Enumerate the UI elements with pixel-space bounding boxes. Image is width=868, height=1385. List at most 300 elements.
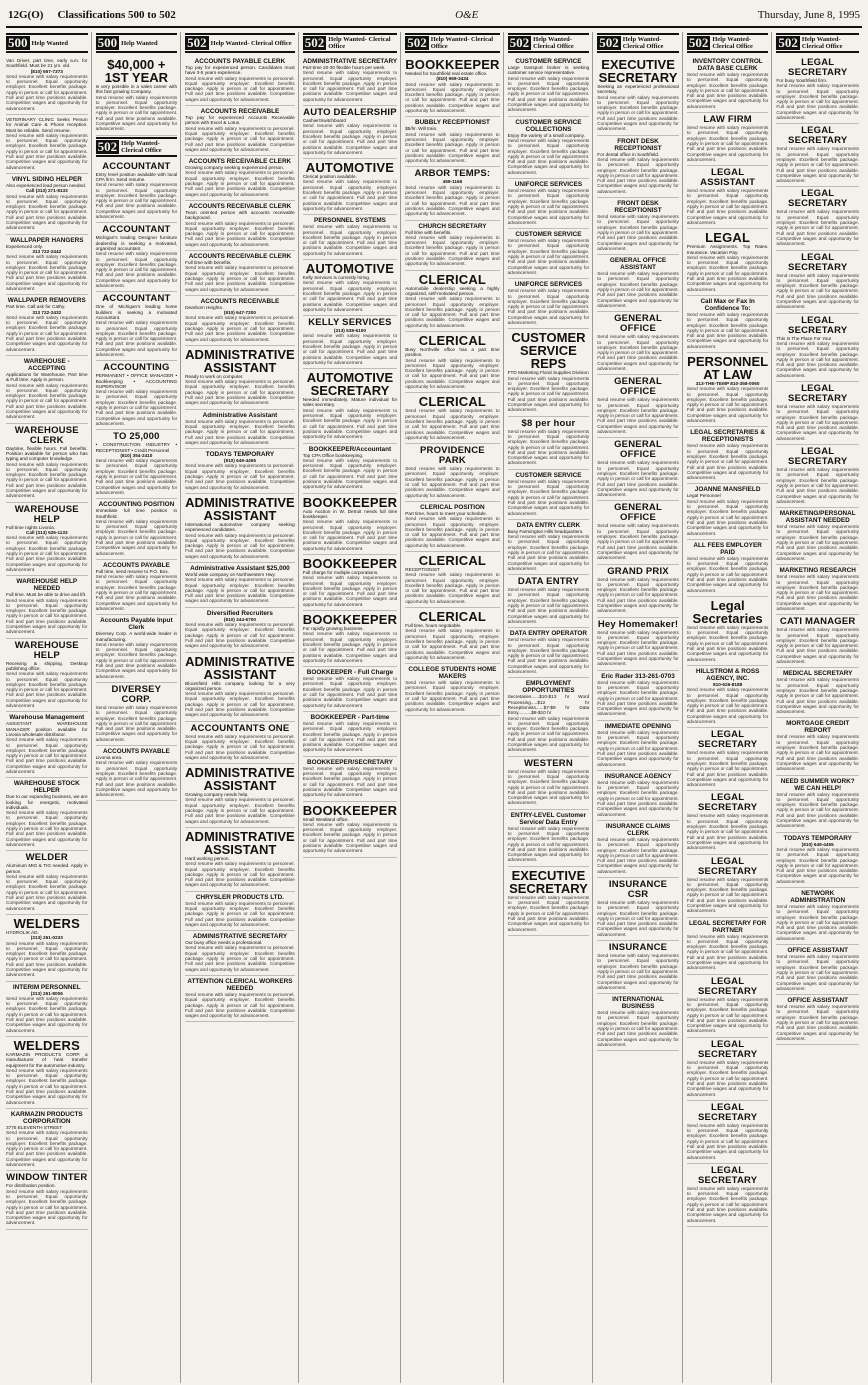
ad-fine-print: Send resume with salary requirements to personnel. Equal opportunity employer. Excellent benefits package. Apply in person or call for appointment. Full and part time positions available. Competitive wages and opportunity for advancement. xyxy=(776,954,859,991)
ad-body: Full time. Must be able to drive and lift. xyxy=(6,592,87,598)
ad-heading: Administrative Assistant xyxy=(202,411,278,419)
ad-fine-print: Send resume with salary requirements to personnel. Equal opportunity employer. Excellent benefits package. Apply in person or call for appointment. Full and part time positions available. Competitive wages and opportunity for advancement. xyxy=(686,498,769,536)
ad-fine-print: Send resume with salary requirements to personnel. Equal opportunity employer. Excellent benefits package. Apply in person or call for appointment. Full and part time positions available. Competitive wages and opportunity for advancement. xyxy=(95,518,178,556)
ad-heading: ADMINISTRATIVE ASSISTANT xyxy=(185,828,295,857)
classified-ad xyxy=(6,56,88,115)
ad-body: For dental office in Southfield. xyxy=(597,151,660,157)
classified-ad xyxy=(405,271,499,332)
ad-fine-print: Send resume with salary requirements to personnel. Equal opportunity employer. Excellent benefits package. Apply in person or call for appointment. Full and part time positions available. Competitive wages and opportunity for advancement. xyxy=(597,397,679,435)
ad-fine-print: Send resume with salary requirements to personnel. Equal opportunity employer. Excellent benefits package. Apply in person or call for appointment. Full and part time positions available. Competitive wages and opportunity for advancement. xyxy=(686,125,769,162)
classified-ad xyxy=(185,296,295,346)
ad-fine-print: Send resume with salary requirements to personnel. Equal opportunity employer. Excellent benefits package. Apply in person or call for appointment. Full and part time positions available. Competitive wages and opportunity for advancement. xyxy=(597,679,679,717)
classified-ad xyxy=(508,279,590,329)
ad-fine-print: Send resume with salary requirements to personnel. Equal opportunity employer. Excellent benefits package. Apply in person or call for appointment. Full and part time positions available. Competitive wages and opportunity for advancement. xyxy=(776,467,859,504)
category-number: 500 xyxy=(97,35,118,50)
classified-ad xyxy=(776,888,859,945)
ad-body: Team oriented person with accounts receivable background. xyxy=(185,209,295,221)
classified-ad xyxy=(6,851,88,915)
ad-heading: LEGAL SECRETARY xyxy=(788,188,848,210)
ad-body: Small Westland office. xyxy=(302,816,349,822)
ad-fine-print: Send resume with salary requirements to personnel. Equal opportunity employer. Excellent benefits package. Apply in person or call for appointment. Full and part time positions available. Competitive wages and opportunity for advancement. xyxy=(776,627,859,665)
ad-phone: (810) 647-7200 xyxy=(223,310,256,316)
ad-fine-print: Send resume with salary requirements to personnel. Equal opportunity employer. Excellent benefits package. Apply in person or call for appointment. Full and part time positions available. Competitive wages and opportunity for advancement. xyxy=(185,418,295,445)
ad-heading: AUTOMOTIVE xyxy=(305,160,395,176)
ad-body: This Is The Place For You! xyxy=(776,335,832,341)
ad-fine-print: Send resume with salary requirements to personnel. Equal opportunity employer. Excellent benefits package. Apply in person or call for appointment. Full and part time positions available. Competitive wages and opportunity for advancement. xyxy=(776,734,859,772)
ad-fine-print: Send resume with salary requirements to personnel. Equal opportunity employer. Excellent benefits package. Apply in person or call for appointment. Full and part time positions available. Competitive wages and opportunity for advancement. xyxy=(597,576,679,614)
classified-ad xyxy=(508,470,590,520)
ad-heading: WAREHOUSE CLERK xyxy=(14,424,79,446)
ad-fine-print: Send resume with salary requirements to personnel. Equal opportunity employer. Excellent benefits package. Apply in person or call for appointment. Full and part time positions available. Competitive wages and opportunity for advancement. xyxy=(597,523,679,561)
classified-ad xyxy=(6,778,88,851)
ad-fine-print: Send resume with salary requirements to personnel. Equal opportunity employer. Excellent benefits package. Apply in person or call for appointment. Full and part time positions available. Competitive wages and opportunity for advancement. xyxy=(6,1130,88,1168)
classified-ad xyxy=(776,56,859,124)
ad-heading: TODAYS TEMPORARY xyxy=(783,834,852,842)
classified-column xyxy=(405,32,503,1383)
ad-heading: BOOKKEEPER - Full Charge xyxy=(306,669,394,677)
ad-fine-print: Send resume with salary requirements to personnel. Equal opportunity employer. Excellent benefits package. Apply in person or call for appointment. Full and part time positions available. Competitive wages and opportunity for advancement. xyxy=(185,265,295,292)
ad-fine-print: Send resume with salary requirements to personnel. Equal opportunity employer. Excellent benefits package. Apply in person or call for appointment. Full and part time positions available. Competitive wages and opportunity for advancement. xyxy=(405,466,500,498)
ad-heading: ACCOUNTS RECEIVABLE xyxy=(200,108,280,116)
ad-fine-print: Send resume with salary requirements to personnel. Equal opportunity employer. Excellent benefits package. Apply in person or call for appointment. Full and part time positions available. Competitive wages and opportunity for advancement. xyxy=(6,810,88,847)
classified-ad xyxy=(776,251,859,314)
ad-heading: GENERAL OFFICE xyxy=(614,376,662,398)
category-banner xyxy=(597,33,679,53)
classified-ad xyxy=(776,124,859,187)
ad-phone: 313 722-2432 xyxy=(32,309,62,315)
ad-body: Hard working person. xyxy=(185,855,230,861)
classified-ad xyxy=(405,552,499,608)
ad-body: Auto Auction in W. Detroit needs full time bookkeeper. xyxy=(302,508,398,519)
classified-ad xyxy=(405,502,499,552)
ad-heading: ACCOUNTS RECEIVABLE CLERK xyxy=(188,253,292,261)
ad-fine-print: Send resume with salary requirements to personnel. Equal opportunity employer. Excellent benefits package. Apply in person or call for appointment. Full and part time positions available. Competitive wages and opportunity for advancement. xyxy=(597,214,679,251)
classified-ad xyxy=(508,520,590,575)
ad-body: Large transport broker is seeking customer service representative. xyxy=(507,65,590,76)
category-label: Help Wanted- Clerical Office xyxy=(328,36,391,50)
classified-ad xyxy=(96,56,178,136)
ad-body: Cashier/Switchboard xyxy=(302,118,346,124)
classified-ad xyxy=(776,187,859,250)
ad-heading: COLLEGE STUDENTS HOME MAKERS xyxy=(408,666,497,681)
classified-ad xyxy=(185,722,295,764)
ad-heading: FRONT DESK RECEPTIONIST xyxy=(614,137,662,152)
ad-body: ASSISTANT WAREHOUSE MANAGER position available for Livonia wholesale distributor. xyxy=(6,721,88,737)
ad-fine-print: Send resume with salary requirements to personnel. Equal opportunity employer. Excellent benefits package. Apply in person or call for appointment. Full and part time positions available. Competitive wages and opportunity for advancement. xyxy=(686,311,769,349)
classified-ad xyxy=(597,438,679,501)
ad-fine-print: Send resume with salary requirements to personnel. Equal opportunity employer. Excellent benefits package. Apply in person or call for appointment. Full and part time positions available. Competitive wages and opportunity for advancement. xyxy=(405,184,500,217)
ad-fine-print: Send resume with salary requirements to personnel. Equal opportunity employer. Excellent benefits package. Apply in person or call for appointment. Full and part time positions available. Competitive wages and opportunity for advancement. xyxy=(597,1010,679,1047)
ad-fine-print: Send resume with salary requirements to personnel. Equal opportunity employer. Excellent benefits package. Apply in person or call for appointment. Full and part time positions available. Competitive wages and opportunity for advancement. xyxy=(686,933,769,971)
classified-ad xyxy=(776,945,859,995)
classified-ad xyxy=(185,346,295,410)
classified-ad xyxy=(6,639,88,713)
ad-fine-print: Send resume with salary requirements to personnel. Equal opportunity employer. Excellent benefits package. Apply in person or call for appointment. Full and part time positions available. Competitive wages and opportunity for advancement. xyxy=(507,428,590,466)
ad-fine-print: Send resume with salary requirements to personnel. Equal opportunity employer. Excellent benefits package. Apply in person or call for appointment. Full and part time positions available. Competitive wages and opportunity for advancement. xyxy=(507,137,590,175)
ad-body: Receiving & shipping. Desktop publishing office. xyxy=(6,660,88,671)
category-label: Help Wanted xyxy=(121,39,158,47)
ad-heading: ACCOUNTING POSITION xyxy=(98,501,175,509)
category-banner xyxy=(96,33,178,53)
ad-heading: Administrative Assistant $25,000 xyxy=(190,565,290,572)
ad-body: KARMAZIN PRODUCTS CORP. a manufacturer of heat transfer equipment for the automotive industry. xyxy=(6,1051,88,1068)
ad-fine-print: Send resume with salary requirements to personnel. Equal opportunity employer. Excellent benefits package. Apply in person or call for appointment. Full and part time positions available. Competitive wages and opportunity for advancement. xyxy=(405,296,500,328)
category-banner xyxy=(776,33,859,53)
ad-heading: IMMEDIATE OPENING xyxy=(604,722,672,730)
ad-fine-print: Send resume with salary requirements to personnel. Equal opportunity employer. Excellent benefits package. Apply in person or call for appointment. Full and part time positions available. Competitive wages and opportunity for advancement. xyxy=(686,1059,769,1097)
ad-body: For rapidly growing business. xyxy=(302,626,364,632)
ad-heading: ARBOR TEMPS: xyxy=(414,168,491,180)
classified-ad xyxy=(776,445,859,508)
ad-fine-print: Send resume with salary requirements to personnel. Equal opportunity employer. Excellent benefits package. Apply in person or call for appointment. Full and part time positions available. Competitive wages and opportunity for advancement. xyxy=(6,597,88,635)
classified-ad xyxy=(303,667,397,712)
ad-heading: MEDICAL SECRETARY xyxy=(782,670,853,678)
classified-ad xyxy=(303,444,397,494)
ad-heading: PERSONNEL SYSTEMS xyxy=(313,217,386,225)
ad-fine-print: Send resume with salary requirements to personnel. Equal opportunity employer. Excellent benefits package. Apply in person or call for appointment. Full and part time positions available. Competitive wages and opportunity for advancement. xyxy=(686,72,769,109)
ad-fine-print: Send resume with salary requirements to personnel. Equal opportunity employer. Excellent benefits package. Apply in person or call for appointment. Full and part time positions available. Competitive wages and opportunity for advancement. xyxy=(507,478,590,516)
ad-body: Legal Personnel xyxy=(686,493,721,499)
classified-ad xyxy=(303,159,397,215)
classified-ad xyxy=(96,292,178,361)
ad-fine-print: Send resume with salary requirements to personnel. Equal opportunity employer. Excellent benefits package. Apply in person or call for appointment. Full and part time positions available. Competitive wages and opportunity for advancement. xyxy=(686,750,769,788)
classified-ad xyxy=(185,449,295,494)
ad-fine-print: Send resume with salary requirements to personnel. Equal opportunity employer. Excellent benefits package. Apply in person or call for appointment. Full and part time positions available. Competitive wages and opportunity for advancement. xyxy=(686,386,769,424)
classified-ad xyxy=(597,565,679,618)
classified-column xyxy=(508,32,594,1383)
ad-body: Busy Farmington Hills headquarters. xyxy=(507,528,584,534)
ad-body: One of Michigan's leading home builders is seeking a motivated Accountant. xyxy=(95,304,178,320)
classified-ad xyxy=(687,166,769,229)
classified-ad xyxy=(405,167,499,220)
ad-heading: BOOKKEEPER xyxy=(302,556,398,571)
ad-heading: PERSONNEL AT LAW xyxy=(687,353,769,382)
ad-fine-print: Send resume with salary requirements to personnel. Equal opportunity employer. Excellent benefits package. Apply in person or call for appointment. Full and part time positions available. Competitive wages and opportunity for advancement. xyxy=(776,574,859,611)
classified-ad xyxy=(597,312,679,375)
classified-ad xyxy=(303,316,397,369)
page-header xyxy=(6,4,862,28)
ad-fine-print: Send resume with salary requirements to personnel. Equal opportunity employer. Excellent benefits package. Apply in person or call for appointment. Full and part time positions available. Competitive wages and opportunity for advancement. xyxy=(597,836,679,874)
ad-fine-print: Send resume with salary requirements to personnel. Equal opportunity employer. Excellent benefits package. Apply in person or call for appointment. Full and part time positions available. Competitive wages and opportunity for advancement. xyxy=(776,677,859,715)
ad-fine-print: Send resume with salary requirements to personnel. Equal opportunity employer. Excellent benefits package. Apply in person or call for appointment. Full and part time positions available. Competitive wages and opportunity for advancement. xyxy=(405,81,500,114)
classified-ad xyxy=(405,444,499,502)
ad-heading: ACCOUNTANTS ONE xyxy=(190,722,290,734)
classified-ad xyxy=(96,430,178,499)
classified-ad xyxy=(597,771,679,821)
category-banner xyxy=(6,33,88,53)
header-left xyxy=(8,9,176,21)
paper-name: O&E xyxy=(455,9,479,21)
ad-heading: DATA ENTRY OPERATOR xyxy=(509,630,587,638)
classified-ad xyxy=(508,810,590,867)
ad-heading: Accounts Payable Input Clerk xyxy=(100,617,173,632)
ad-heading: WELDER xyxy=(25,852,68,864)
ad-fine-print: Send resume with salary requirements to personnel. Equal opportunity employer. Excellent benefits package. Apply in person or call for appointment. Full and part time positions available. Competitive wages and opportunity for advancement. xyxy=(185,797,295,824)
ad-body: Dearborn Heights. xyxy=(185,304,224,310)
classified-ad xyxy=(597,878,679,941)
classified-ad xyxy=(303,106,397,159)
ad-body: Top CPA Office bookkeeping. xyxy=(302,452,364,458)
ad-heading: MORTGAGE CREDIT REPORT xyxy=(786,720,850,735)
ad-fine-print: Send resume with salary requirements to personnel. Equal opportunity employer. Excellent benefits package. Apply in person or call for appointment. Full and part time positions available. Competitive wages and opportunity for advancement. xyxy=(405,516,500,548)
classified-ad xyxy=(687,353,769,427)
category-label: Help Wanted- Clerical Office xyxy=(533,36,574,50)
ad-fine-print: Send resume with salary requirements to personnel. Equal opportunity employer. Excellent benefits package. Apply in person or call for appointment. Full and part time positions available. Competitive wages and opportunity for advancement. xyxy=(185,170,295,197)
ad-heading: KELLY SERVICES xyxy=(308,317,392,329)
ad-fine-print: Send resume with salary requirements to personnel. Equal opportunity employer. Excellent benefits package. Apply in person or call for appointment. Full and part time positions available. Competitive wages and opportunity for advancement. xyxy=(302,821,398,854)
ad-fine-print: Send resume with salary requirements to personnel. Equal opportunity employer. Excellent benefits package. Apply in person or call for appointment. Full and part time positions available. Competitive wages and opportunity for advancement. xyxy=(6,73,88,111)
ad-heading: OFFICE ASSISTANT xyxy=(787,947,849,955)
ad-body: Michigan's leading Designer furniture dealership is seeking a motivated, organized accountant. xyxy=(95,235,178,251)
ad-body: Due to our expanding business, we are looking for energetic, motivated individuals. xyxy=(6,794,88,810)
ad-body: Kelly Services is currently hiring. xyxy=(302,275,371,281)
ad-fine-print: Send resume with salary requirements to personnel. Equal opportunity employer. Excellent benefits package. Apply in person or call for appointment. Full and part time positions available. Competitive wages and opportunity for advancement. xyxy=(302,407,398,440)
ad-fine-print: Send resume with salary requirements to personnel. Equal opportunity employer. Excellent benefits package. Apply in person or call for appointment. Full and part time positions available. Competitive wages and opportunity for advancement. xyxy=(185,220,295,247)
ad-fine-print: Send resume with salary requirements to personnel. Equal opportunity employer. Excellent benefits package. Apply in person or call for appointment. Full and part time positions available. Competitive wages and opportunity for advancement. xyxy=(507,768,590,806)
classified-ad xyxy=(687,918,769,975)
ad-body: Bloomfield Hills company looking for a very organized person. xyxy=(185,680,295,691)
ad-heading: LEGAL SECRETARY xyxy=(697,975,758,997)
ad-fine-print: Send resume with salary requirements to personnel. Equal opportunity employer. Excellent benefits package. Apply in person or call for appointment. Full and part time positions available. Competitive wages and opportunity for advancement. xyxy=(597,460,679,498)
ad-heading: OFFICE ASSISTANT xyxy=(787,997,849,1005)
ad-heading: CHURCH SECRETARY xyxy=(418,222,487,230)
ad-heading: Legal Secretaries xyxy=(692,597,763,626)
classified-ad xyxy=(96,361,178,430)
ad-body: Needed immediately. Mature individual for sales secretary. xyxy=(302,397,398,408)
ad-fine-print: Send resume with salary requirements to personnel. Equal opportunity employer. Excellent benefits package. Apply in person or call for appointment. Full and part time positions available. Competitive wages and opportunity for advancement. xyxy=(302,333,398,365)
ad-body: Full time nights Livonia. xyxy=(6,524,55,530)
ad-heading: Call Max or Fax In Confidence To: xyxy=(700,297,755,312)
ad-heading: WELDERS xyxy=(13,1037,80,1053)
ad-fine-print: Send resume with salary requirements to personnel. Equal opportunity employer. Excellent benefits package. Apply in person or call for appointment. Full and part time positions available. Competitive wages and opportunity for advancement. xyxy=(507,894,590,932)
ad-heading: PROVIDENCE PARK xyxy=(420,445,485,467)
ad-heading: INTERNATIONAL BUSINESS xyxy=(612,996,664,1011)
ad-fine-print: Send resume with salary requirements to personnel. Equal opportunity employer. Excellent benefits package. Apply in person or call for appointment. Full and part time positions available. Competitive wages and opportunity for advancement. xyxy=(776,403,859,441)
ad-heading: Eric Rader 313-261-0703 xyxy=(601,672,675,680)
ad-fine-print: Send resume with salary requirements to personnel. Equal opportunity employer. Excellent benefits package. Apply in person or call for appointment. Full and part time positions available. Competitive wages and opportunity for advancement. xyxy=(507,75,590,113)
ad-body: Busy Northville office has a part time position. xyxy=(405,346,500,358)
ad-fine-print: Send resume with salary requirements to personnel. Equal opportunity employer. Excellent benefits package. Apply in person or call for appointment. Full and part time positions available. Competitive wages and opportunity for advancement. xyxy=(95,458,178,495)
ad-phone: (810) 557-7373 xyxy=(30,68,63,74)
ad-heading: CHRYSLER PRODUCTS LTD. xyxy=(195,893,284,901)
ad-fine-print: Send resume with salary requirements to personnel. Equal opportunity employer. Excellent benefits package. Apply in person or call for appointment. Full and part time positions available. Competitive wages and opportunity for advancement. xyxy=(185,463,295,490)
classified-ad xyxy=(6,174,88,235)
ad-fine-print: Send resume with salary requirements to personnel. Equal opportunity employer. Excellent benefits package. Apply in person or call for appointment. Full and part time positions available. Competitive wages and opportunity for advancement. xyxy=(776,146,859,184)
ad-fine-print: Send resume with salary requirements to personnel. Equal opportunity employer. Excellent benefits package. Apply in person or call for appointment. Full and part time positions available. Competitive wages and opportunity for advancement. xyxy=(6,1067,88,1105)
ad-fine-print: Send resume with salary requirements to personnel. Equal opportunity employer. Excellent benefits package. Apply in person or call for appointment. Full and part time positions available. Competitive wages and opportunity for advancement. xyxy=(185,622,295,649)
category-banner xyxy=(508,33,590,53)
classified-ad xyxy=(185,976,295,1022)
ad-heading: LEGAL SECRETARY xyxy=(697,792,758,814)
ad-body: Part-time 20-30 flexible hours per week. xyxy=(302,65,386,70)
ad-heading: KARMAZIN PRODUCTS CORPORATION xyxy=(10,1110,83,1125)
ad-fine-print: Send resume with salary requirements to personnel. Equal opportunity employer. Excellent benefits package. Apply in person or call for appointment. Full and part time positions available. Competitive wages and opportunity for advancement. xyxy=(405,572,500,604)
classified-columns xyxy=(6,32,862,1383)
classified-ad xyxy=(508,329,590,416)
ad-heading: WINDOW TINTER xyxy=(6,1172,88,1184)
classified-ad xyxy=(6,982,88,1037)
classified-ad xyxy=(6,1037,88,1109)
classified-column xyxy=(96,32,182,1383)
ad-heading: ALL FEES EMPLOYER PAID xyxy=(693,541,762,556)
classified-ad xyxy=(303,555,397,611)
ad-body: Needed for Southfield real estate office. xyxy=(405,71,488,76)
classified-ad xyxy=(508,117,590,179)
ad-heading: NEED SUMMER WORK? WE CAN HELP! xyxy=(780,777,855,792)
classified-ad xyxy=(687,728,769,791)
ad-body: • CONSTRUCTION INDUSTRY • RECEPTIONIST • Credit Personnel xyxy=(95,442,178,453)
ad-heading: CLERICAL POSITION xyxy=(420,503,485,511)
ad-heading: BOOKKEEPER xyxy=(302,494,398,510)
ad-body: Full time with benefits. xyxy=(405,229,452,235)
ad-phone: (810) 354-2410 xyxy=(120,452,153,458)
ad-heading: CLERICAL xyxy=(418,609,487,625)
classified-ad xyxy=(6,115,88,174)
ad-heading: LEGAL SECRETARY xyxy=(788,314,848,336)
ad-heading: EXECUTIVE SECRETARY xyxy=(598,57,678,85)
classified-ad xyxy=(6,235,88,296)
ad-fine-print: Send resume with salary requirements to personnel. Equal opportunity employer. Excellent benefits package. Apply in person or call for appointment. Full and part time positions available. Competitive wages and opportunity for advancement. xyxy=(95,389,178,426)
classified-ad xyxy=(185,653,295,722)
classified-ad xyxy=(776,833,859,888)
classified-ad xyxy=(405,56,499,117)
ad-heading: NETWORK ADMINISTRATION xyxy=(790,889,846,904)
classified-ad xyxy=(776,718,859,775)
ad-body: Aluminum MIG & TIG needed. Apply in person. xyxy=(6,863,88,874)
classified-ad xyxy=(597,375,679,438)
ad-phone: 459-1166 xyxy=(442,179,463,185)
ad-body: Secretaries......$10-$13 hr Word Processing.....$12 hr Receptionists......$7-$9 hr Data Entry..........$8-$10 hr xyxy=(507,694,590,716)
ad-fine-print: Send resume with salary requirements to personnel. Equal opportunity employer. Excellent benefits package. Apply in person or call for appointment. Full and part time positions available. Competitive wages and opportunity for advancement. xyxy=(185,733,295,760)
ad-fine-print: Send resume with salary requirements to personnel. Equal opportunity employer. Excellent benefits package. Apply in person or call for appointment. Full and part time positions available. Competitive wages and opportunity for advancement. xyxy=(405,357,500,390)
ad-fine-print: Send resume with salary requirements to personnel. Equal opportunity employer. Excellent benefits package. Apply in person or call for appointment. Full and part time positions available. Competitive wages and opportunity for advancement. xyxy=(776,209,859,247)
ad-fine-print: Send resume with salary requirements to personnel. Equal opportunity employer. Excellent benefits package. Apply in person or call for appointment. Full and part time positions available. Competitive wages and opportunity for advancement. xyxy=(686,624,769,662)
category-banner xyxy=(687,33,769,53)
classified-ad xyxy=(597,941,679,994)
ad-heading: ENTRY-LEVEL Customer Service/ Data Entry xyxy=(510,811,587,826)
classified-ad xyxy=(597,198,679,255)
classified-column xyxy=(597,32,683,1383)
ad-heading: ADMINISTRATIVE SECRETARY xyxy=(302,58,398,65)
category-label: Help Wanted- Clerical Office xyxy=(712,36,753,50)
classified-ad xyxy=(405,608,499,664)
ad-fine-print: Send resume with salary requirements to personnel. Equal opportunity employer. Excellent benefits package. Apply in person or call for appointment. Full and part time positions available. Competitive wages and opportunity for advancement. xyxy=(507,238,590,275)
ad-fine-print: Send resume with salary requirements to personnel. Equal opportunity employer. Excellent benefits package. Apply in person or call for appointment. Full and part time positions available. Competitive wages and opportunity for advancement. xyxy=(185,315,295,342)
ad-heading: CLERICAL xyxy=(418,271,487,287)
ad-body: For distribution position. xyxy=(6,1183,56,1189)
classified-ad xyxy=(405,393,499,444)
classified-ad xyxy=(776,615,859,668)
ad-fine-print: Send resume with salary requirements to personnel. Equal opportunity employer. Excellent benefits package. Apply in person or call for appointment. Full and part time positions available. Competitive wages and opportunity for advancement. xyxy=(507,637,590,675)
page-number: 12G(O) xyxy=(8,9,44,21)
ad-fine-print: Send resume with salary requirements to personnel. Equal opportunity employer. Excellent benefits package. Apply in person or call for appointment. Full and part time positions available. Competitive wages and opportunity for advancement. xyxy=(6,671,88,709)
classified-ad xyxy=(687,1101,769,1164)
classified-ad xyxy=(776,668,859,718)
classified-ad xyxy=(96,615,178,683)
ad-body: 3776 ELEVENTH STREET xyxy=(6,1124,63,1130)
ad-fine-print: Send resume with salary requirements to personnel. Equal opportunity employer. Excellent benefits package. Apply in person or call for appointment. Full and part time positions available. Competitive wages and opportunity for advancement. xyxy=(507,288,590,325)
ad-heading: LEGAL SECRETARY xyxy=(788,251,848,273)
ad-heading: LEGAL SECRETARY xyxy=(697,1101,758,1123)
ad-fine-print: Send resume with salary requirements to personnel. Equal opportunity employer. Excellent benefits package. Apply in person or call for appointment. Full and part time positions available. Competitive wages and opportunity for advancement. xyxy=(6,461,88,499)
ad-heading: GENERAL OFFICE xyxy=(614,313,662,335)
ad-phone: Call (313) 525-1133 xyxy=(25,529,68,535)
ad-phone: Call (313) 271-8133 xyxy=(25,188,68,194)
ad-body: Daytime, flexible hours. Full benefits. Position available for person who has typing and computer knowledge. xyxy=(6,445,88,462)
classified-ad xyxy=(687,666,769,728)
ad-heading: AUTOMOTIVE SECRETARY xyxy=(306,370,394,399)
ad-fine-print: Send resume with salary requirements to personnel. Equal opportunity employer. Excellent benefits package. Apply in person or call for appointment. Full and part time positions available. Competitive wages and opportunity for advancement. xyxy=(507,534,590,571)
classified-column xyxy=(6,32,92,1383)
ad-heading: BOOKKEEPER xyxy=(302,802,398,818)
classified-ad xyxy=(508,678,590,756)
ad-heading: LEGAL xyxy=(705,230,751,246)
ad-fine-print: Send resume with salary requirements to personnel. Equal opportunity employer. Excellent benefits package. Apply in person or call for appointment. Full and part time positions available. Competitive wages and opportunity for advancement. xyxy=(405,628,500,660)
issue-date: Thursday, June 8, 1995 xyxy=(757,9,860,21)
classified-ad xyxy=(405,117,499,167)
category-number: 502 xyxy=(778,35,798,50)
classified-column xyxy=(687,32,773,1383)
category-label: Help Wanted xyxy=(31,39,69,47)
category-banner xyxy=(303,33,397,53)
classified-ad xyxy=(597,671,679,721)
ad-heading: CLERICAL xyxy=(418,394,487,410)
ad-heading: UNIFORCE SERVICES xyxy=(514,181,583,189)
ad-fine-print: Send resume with salary requirements to personnel. Equal opportunity employer. Excellent benefits package. Apply in person or call for appointment. Full and part time positions available. Competitive wages and opportunity for advancement. xyxy=(302,765,398,798)
classified-ad xyxy=(776,995,859,1045)
classified-ad xyxy=(508,757,590,810)
ad-heading: MARKETING RESEARCH xyxy=(779,567,856,575)
classified-column xyxy=(776,32,862,1383)
ad-phone: (313) 538-6100 xyxy=(333,328,366,334)
ad-heading: ADMINISTRATIVE ASSISTANT xyxy=(185,346,295,375)
classified-ad xyxy=(6,915,88,982)
ad-fine-print: Send resume with salary requirements to personnel. Equal opportunity employer. Excellent benefits package. Apply in person or call for appointment. Full and part time positions available. Competitive wages and opportunity for advancement. xyxy=(776,903,859,941)
classified-ad xyxy=(687,229,769,296)
ad-heading: ACCOUNTING xyxy=(103,362,170,374)
classified-ad xyxy=(687,484,769,539)
ad-fine-print: Send resume with salary requirements to personnel. Equal opportunity employer. Excellent benefits package. Apply in person or call for appointment. Full and part time positions available. Competitive wages and opportunity for advancement. xyxy=(6,873,88,911)
category-number: 500 xyxy=(8,35,28,50)
ad-fine-print: Send resume with salary requirements to personnel. Equal opportunity employer. Excellent benefits package. Apply in person or call for appointment. Full and part time positions available. Competitive wages and opportunity for advancement. xyxy=(507,188,590,225)
ad-fine-print: Send resume with salary requirements to personnel. Equal opportunity employer. Excellent benefits package. Apply in person or call for appointment. Full and part time positions available. Competitive wages and opportunity for advancement. xyxy=(686,996,769,1034)
ad-fine-print: Send resume with salary requirements to personnel. Equal opportunity employer. Excellent benefits package. Apply in person or call for appointment. Full and part time positions available. Competitive wages and opportunity for advancement. xyxy=(597,629,679,667)
ad-body: HYDROLIK AD. xyxy=(6,929,39,935)
classified-ad xyxy=(508,575,590,628)
classified-ad xyxy=(776,508,859,565)
ad-fine-print: Send resume with salary requirements to personnel. Equal opportunity employer. Excellent benefits package. Apply in person or call for appointment. Full and part time positions available. Competitive wages and opportunity for advancement. xyxy=(95,704,178,742)
classified-ad xyxy=(96,223,178,292)
classified-ad xyxy=(6,576,88,638)
classified-ad xyxy=(776,776,859,833)
classified-ad xyxy=(597,501,679,564)
ad-heading: LEGAL SECRETARY xyxy=(788,125,848,147)
classified-ad xyxy=(96,560,178,615)
classified-ad xyxy=(185,156,295,201)
ad-heading: FRONT DESK RECEPTIONIST xyxy=(614,200,662,215)
ad-heading: EXECUTIVE SECRETARY xyxy=(509,867,588,896)
classified-ad xyxy=(687,540,769,597)
ad-fine-print: Send resume with salary requirements to personnel. Equal opportunity employer. Excellent benefits package. Apply in person or call for appointment. Full and part time positions available. Competitive wages and opportunity for advancement. xyxy=(776,846,859,884)
ad-heading: WESTERN xyxy=(523,757,573,769)
ad-body: Entry level position available with local CPA firm. Send resume. xyxy=(95,171,178,182)
ad-heading: INSURANCE AGENCY xyxy=(604,772,672,780)
classified-ad xyxy=(303,802,397,858)
category-number: 502 xyxy=(407,35,427,50)
ad-phone: (810) 649-4455 xyxy=(223,458,256,464)
ad-fine-print: Send resume with salary requirements to personnel. Equal opportunity employer. Excellent benefits package. Apply in person or call for appointment. Full and part time positions available. Competitive wages and opportunity for advancement. xyxy=(507,825,590,863)
ad-fine-print: Send resume with salary requirements to personnel. Equal opportunity employer. Excellent benefits package. Apply in person or call for appointment. Full and part time positions available. Competitive wages and opportunity for advancement. xyxy=(597,271,679,308)
